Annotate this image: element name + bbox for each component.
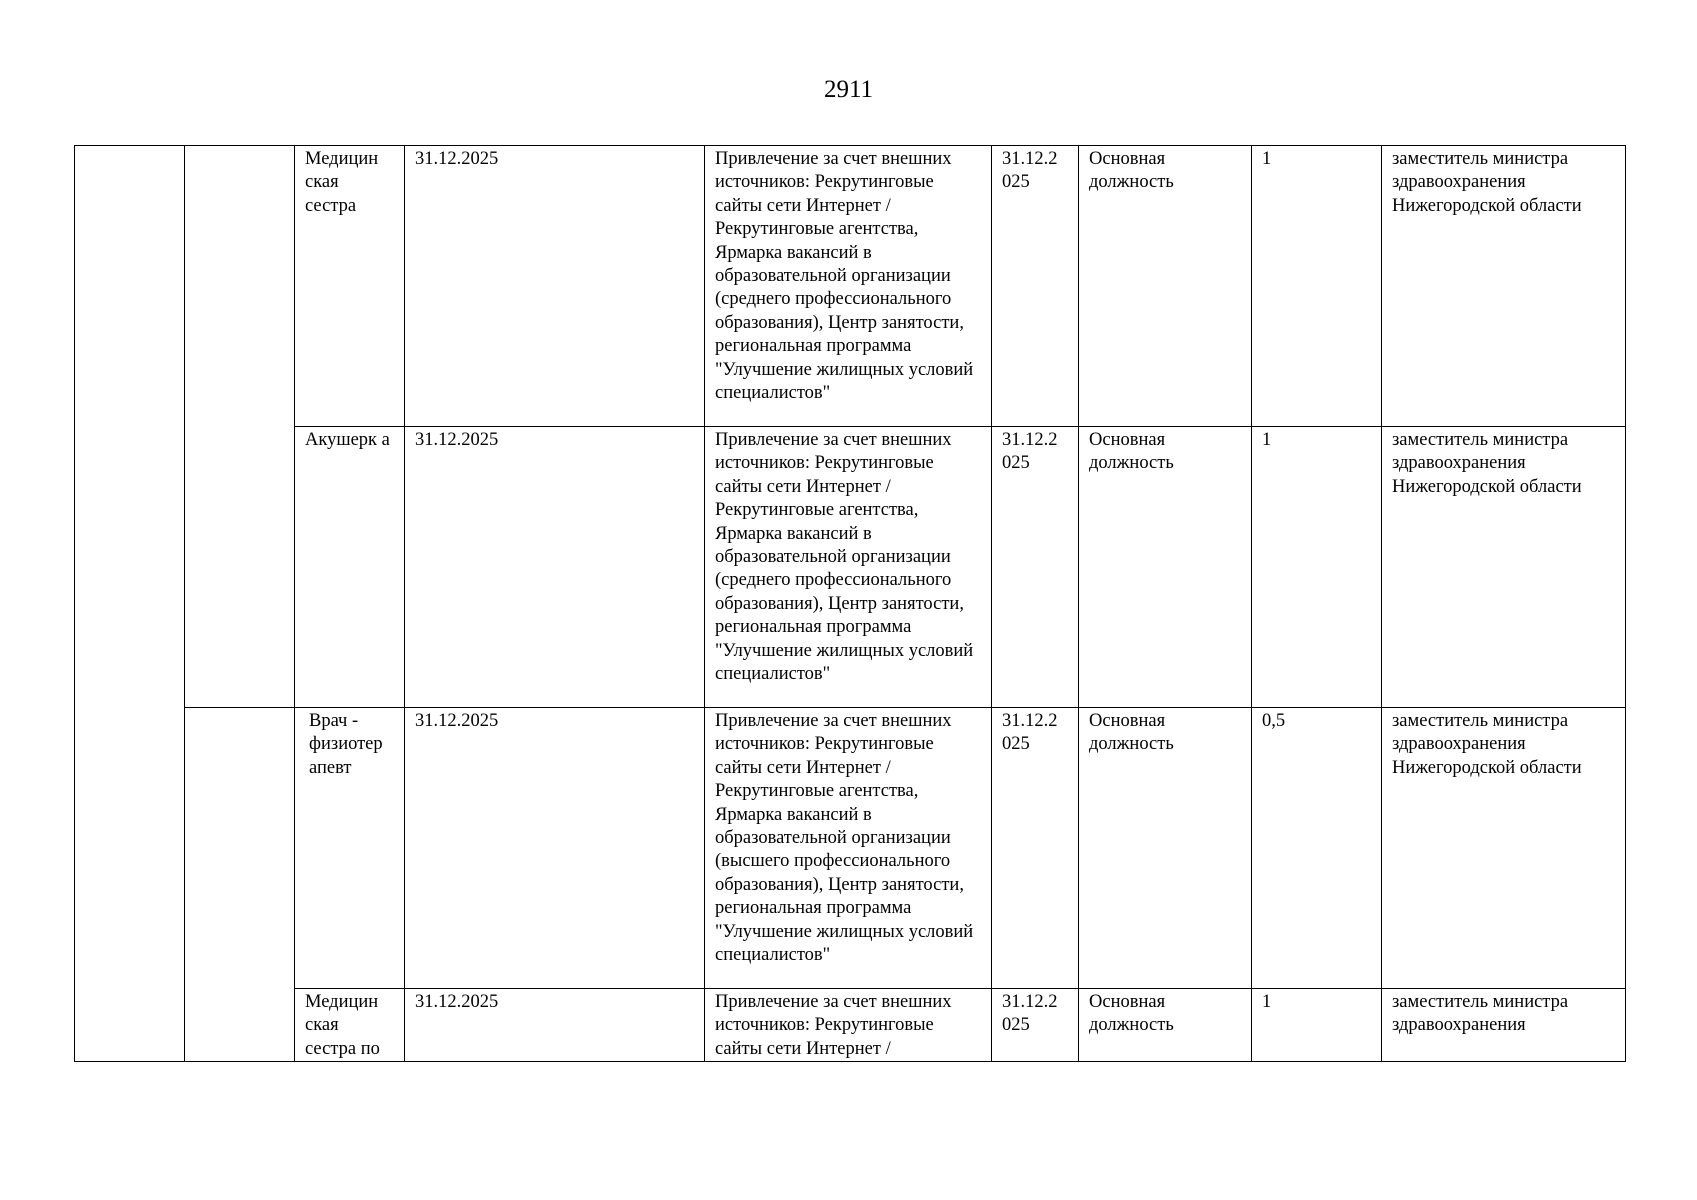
date-cell: 31.12.2 025 [992, 989, 1079, 1062]
table-row [75, 146, 1626, 427]
responsible-cell: заместитель министра здравоохранения Нижегородской области [1382, 146, 1626, 427]
measures-cell: Привлечение за счет внешних источников: Рекрутинговые сайты сети Интернет / Рекрутинговые агентства, Ярмарка вакансий в образовательной организации (среднего профессионального образования), Центр занятости, региональная программа "Улучшение жилищных условий специалистов" [705, 146, 992, 427]
position-type-cell: Основная должность [1079, 989, 1252, 1062]
table-row [75, 427, 1626, 708]
vacancy-plan-table [74, 145, 1626, 1062]
position-type-cell: Основная должность [1079, 708, 1252, 989]
rate-cell: 1 [1252, 989, 1382, 1062]
table-row [75, 708, 1626, 989]
position-cell: Медицин ская сестра по [295, 989, 405, 1062]
rate-cell: 1 [1252, 427, 1382, 708]
rate-cell: 0,5 [1252, 708, 1382, 989]
deadline-cell: 31.12.2025 [405, 708, 705, 989]
rate-cell: 1 [1252, 146, 1382, 427]
responsible-cell: заместитель министра здравоохранения Нижегородской области [1382, 427, 1626, 708]
position-cell: Медицин ская сестра [295, 146, 405, 427]
position-cell: Акушерк а [295, 427, 405, 708]
measures-cell: Привлечение за счет внешних источников: Рекрутинговые сайты сети Интернет / [705, 989, 992, 1062]
responsible-cell: заместитель министра здравоохранения [1382, 989, 1626, 1062]
date-cell: 31.12.2 025 [992, 146, 1079, 427]
deadline-cell: 31.12.2025 [405, 989, 705, 1062]
position-type-cell: Основная должность [1079, 146, 1252, 427]
responsible-cell: заместитель министра здравоохранения Нижегородской области [1382, 708, 1626, 989]
deadline-cell: 31.12.2025 [405, 146, 705, 427]
date-cell: 31.12.2 025 [992, 427, 1079, 708]
position-type-cell: Основная должность [1079, 427, 1252, 708]
date-cell: 31.12.2 025 [992, 708, 1079, 989]
position-cell: Врач - физиотер апевт [295, 708, 405, 989]
table-row [75, 989, 1626, 1062]
merged-empty-cell [185, 708, 295, 1062]
measures-cell: Привлечение за счет внешних источников: Рекрутинговые сайты сети Интернет / Рекрутинговые агентства, Ярмарка вакансий в образовательной организации (высшего профессионального образования), Центр занятости, региональная программа "Улучшение жилищных условий специалистов" [705, 708, 992, 989]
merged-empty-cell [185, 146, 295, 708]
deadline-cell: 31.12.2025 [405, 427, 705, 708]
page-number: 2911 [823, 76, 874, 103]
merged-empty-cell [75, 146, 185, 1062]
measures-cell: Привлечение за счет внешних источников: Рекрутинговые сайты сети Интернет / Рекрутинговые агентства, Ярмарка вакансий в образовательной организации (среднего профессионального образования), Центр занятости, региональная программа "Улучшение жилищных условий специалистов" [705, 427, 992, 708]
